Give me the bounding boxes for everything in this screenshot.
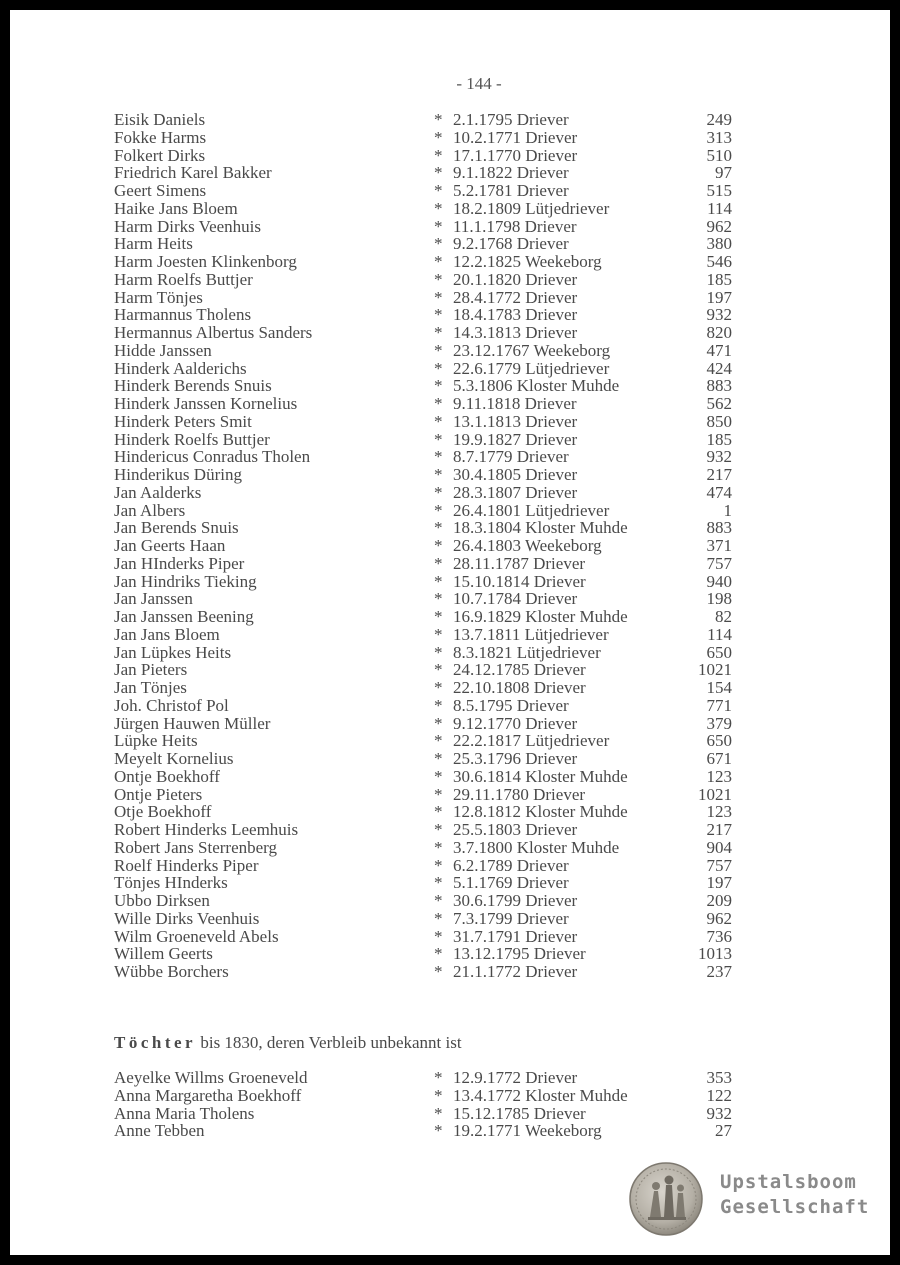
daughters-heading-title: Töchter: [114, 1033, 197, 1052]
entry-number: 736: [706, 926, 732, 946]
birth-marker: *: [434, 216, 443, 236]
entry-number: 114: [707, 198, 732, 218]
entry-number: 671: [706, 749, 732, 768]
entry-row: [10, 413, 890, 431]
entry-birth: 19.9.1827 Driever: [453, 429, 578, 449]
entry-row: [10, 289, 890, 307]
entry-number: 940: [706, 571, 732, 591]
entry-number: 1021: [698, 784, 732, 804]
entry-row: [10, 590, 890, 608]
entry-birth: 26.4.1803 Weekeborg: [453, 536, 602, 555]
entry-number: 820: [706, 323, 732, 342]
entry-name: Meyelt Kornelius: [114, 749, 234, 768]
entry-number: 471: [706, 340, 732, 360]
entry-row: [10, 945, 890, 963]
entry-number: 962: [706, 908, 732, 928]
entry-name: Hinderk Roelfs Buttjer: [114, 429, 270, 449]
entry-row: [10, 200, 890, 218]
entry-number: 27: [715, 1121, 732, 1141]
entry-name: Jan Pieters: [114, 660, 188, 680]
entry-birth: 8.7.1779 Driever: [453, 447, 569, 467]
entry-row: [10, 360, 890, 378]
entry-name: Jan Aalderks: [114, 482, 202, 502]
entry-birth: 28.11.1787 Driever: [453, 553, 586, 573]
entry-birth: 12.9.1772 Driever: [453, 1068, 578, 1087]
entry-row: [10, 111, 890, 129]
entry-number: 122: [706, 1085, 732, 1105]
entry-birth: 19.2.1771 Weekeborg: [453, 1121, 602, 1141]
entry-number: 217: [706, 465, 732, 484]
birth-marker: *: [434, 358, 443, 378]
entry-birth: 22.10.1808 Driever: [453, 678, 586, 697]
entry-birth: 18.4.1783 Driever: [453, 305, 578, 325]
entry-row: [10, 626, 890, 644]
entry-number: 932: [706, 447, 732, 467]
entry-birth: 5.2.1781 Driever: [453, 181, 569, 200]
entry-number: 123: [706, 802, 732, 822]
entry-row: [10, 679, 890, 697]
birth-marker: *: [434, 181, 443, 200]
entry-name: Haike Jans Bloem: [114, 198, 238, 218]
entry-number: 82: [715, 607, 732, 626]
entry-row: [10, 839, 890, 857]
entry-name: Wilm Groeneveld Abels: [114, 926, 279, 946]
birth-marker: *: [434, 340, 443, 360]
entry-number: 757: [706, 855, 732, 875]
entry-name: Jan Janssen Beening: [114, 607, 254, 626]
entry-number: 249: [706, 110, 732, 129]
sons-list: [10, 111, 890, 981]
entry-birth: 7.3.1799 Driever: [453, 908, 569, 928]
entry-birth: 20.1.1820 Driever: [453, 269, 578, 289]
entry-number: 313: [706, 127, 732, 147]
entry-name: Ubbo Dirksen: [114, 891, 210, 910]
entry-number: 123: [706, 766, 732, 786]
birth-marker: *: [434, 482, 443, 502]
entry-name: Roelf Hinderks Piper: [114, 855, 259, 875]
entry-birth: 24.12.1785 Driever: [453, 660, 586, 680]
entry-name: Hinderk Peters Smit: [114, 411, 252, 431]
birth-marker: *: [434, 1103, 443, 1123]
entry-row: [10, 164, 890, 182]
entry-birth: 22.6.1779 Lütjedriever: [453, 358, 610, 378]
entry-number: 883: [706, 518, 732, 538]
entry-row: [10, 644, 890, 662]
entry-name: Anne Tebben: [114, 1121, 205, 1141]
entry-row: [10, 608, 890, 626]
entry-number: 515: [706, 181, 732, 200]
entry-birth: 2.1.1795 Driever: [453, 110, 569, 129]
entry-row: [10, 1069, 890, 1087]
entry-number: 197: [706, 873, 732, 893]
birth-marker: *: [434, 1085, 443, 1105]
entry-birth: 8.3.1821 Lütjedriever: [453, 642, 601, 662]
entry-name: Lüpke Heits: [114, 731, 198, 751]
entry-name: Aeyelke Willms Groeneveld: [114, 1068, 308, 1087]
birth-marker: *: [434, 429, 443, 449]
birth-marker: *: [434, 518, 443, 538]
entry-row: [10, 715, 890, 733]
entry-row: [10, 502, 890, 520]
entry-number: 209: [706, 891, 732, 910]
entry-name: Jan Janssen: [114, 589, 193, 609]
entry-name: Harm Dirks Veenhuis: [114, 216, 261, 236]
logo-title: Upstalsboom: [720, 1171, 857, 1193]
birth-marker: *: [434, 944, 443, 964]
birth-marker: *: [434, 642, 443, 662]
entry-birth: 15.12.1785 Driever: [453, 1103, 586, 1123]
entry-birth: 31.7.1791 Driever: [453, 926, 578, 946]
entry-birth: 10.7.1784 Driever: [453, 589, 578, 609]
entry-row: [10, 768, 890, 786]
entry-birth: 10.2.1771 Driever: [453, 127, 578, 147]
entry-name: Jan Jans Bloem: [114, 624, 220, 644]
entry-row: [10, 519, 890, 537]
entry-birth: 30.6.1799 Driever: [453, 891, 578, 910]
entry-number: 904: [706, 837, 732, 857]
entry-birth: 21.1.1772 Driever: [453, 962, 578, 981]
entry-number: 1021: [698, 660, 732, 680]
entry-number: 198: [706, 589, 732, 609]
entry-name: Hidde Janssen: [114, 340, 212, 360]
birth-marker: *: [434, 607, 443, 626]
daughters-list: [10, 1069, 890, 1140]
entry-birth: 9.12.1770 Driever: [453, 713, 578, 733]
entry-number: 185: [706, 269, 732, 289]
entry-row: [10, 431, 890, 449]
entry-name: Geert Simens: [114, 181, 207, 200]
document-page: [10, 10, 890, 1255]
page-number: - 144 -: [456, 74, 502, 93]
entry-number: 197: [706, 287, 732, 307]
birth-marker: *: [434, 766, 443, 786]
birth-marker: *: [434, 926, 443, 946]
entry-number: 379: [706, 713, 732, 733]
birth-marker: *: [434, 163, 443, 183]
entry-number: 932: [706, 1103, 732, 1123]
entry-row: [10, 963, 890, 981]
entry-birth: 28.4.1772 Driever: [453, 287, 578, 307]
entry-row: [10, 484, 890, 502]
entry-birth: 30.6.1814 Kloster Muhde: [453, 766, 628, 786]
entry-row: [10, 129, 890, 147]
entry-row: [10, 235, 890, 253]
entry-name: Jan Lüpkes Heits: [114, 642, 232, 662]
birth-marker: *: [434, 784, 443, 804]
entry-name: Jan Geerts Haan: [114, 536, 226, 555]
entry-row: [10, 448, 890, 466]
entry-name: Hinderk Berends Snuis: [114, 376, 272, 396]
entry-birth: 18.3.1804 Kloster Muhde: [453, 518, 628, 538]
entry-row: [10, 910, 890, 928]
entry-row: [10, 147, 890, 165]
entry-birth: 18.2.1809 Lütjedriever: [453, 198, 610, 218]
birth-marker: *: [434, 500, 443, 520]
birth-marker: *: [434, 465, 443, 484]
entry-birth: 23.12.1767 Weekeborg: [453, 340, 611, 360]
entry-row: [10, 342, 890, 360]
birth-marker: *: [434, 553, 443, 573]
entry-name: Harm Roelfs Buttjer: [114, 269, 253, 289]
entry-row: [10, 395, 890, 413]
entry-number: 562: [706, 394, 732, 413]
entry-name: Anna Maria Tholens: [114, 1103, 255, 1123]
entry-row: [10, 182, 890, 200]
entry-name: Tönjes HInderks: [114, 873, 228, 893]
entry-row: [10, 661, 890, 679]
entry-birth: 12.8.1812 Kloster Muhde: [453, 802, 628, 822]
birth-marker: *: [434, 305, 443, 325]
entry-name: Willem Geerts: [114, 944, 213, 964]
entry-birth: 25.5.1803 Driever: [453, 820, 578, 839]
entry-name: Jan HInderks Piper: [114, 553, 245, 573]
birth-marker: *: [434, 536, 443, 555]
daughters-heading: [114, 1033, 462, 1053]
entry-birth: 17.1.1770 Driever: [453, 145, 578, 165]
entry-number: 474: [706, 482, 732, 502]
daughters-heading-subtitle: bis 1830, deren Verbleib unbekannt ist: [200, 1033, 462, 1052]
birth-marker: *: [434, 252, 443, 271]
entry-name: Fokke Harms: [114, 127, 207, 147]
entry-name: Hermannus Albertus Sanders: [114, 323, 313, 342]
birth-marker: *: [434, 571, 443, 591]
entry-row: [10, 377, 890, 395]
entry-name: Jan Hindriks Tieking: [114, 571, 257, 591]
birth-marker: *: [434, 110, 443, 129]
entry-name: Robert Jans Sterrenberg: [114, 837, 278, 857]
entry-birth: 16.9.1829 Kloster Muhde: [453, 607, 628, 626]
entry-number: 1: [723, 500, 732, 520]
entry-name: Hinderk Janssen Kornelius: [114, 394, 298, 413]
birth-marker: *: [434, 145, 443, 165]
birth-marker: *: [434, 908, 443, 928]
entry-number: 185: [706, 429, 732, 449]
birth-marker: *: [434, 678, 443, 697]
entry-row: [10, 892, 890, 910]
entry-birth: 25.3.1796 Driever: [453, 749, 578, 768]
entry-row: [10, 1122, 890, 1140]
entry-row: [10, 786, 890, 804]
entry-number: 757: [706, 553, 732, 573]
entry-row: [10, 697, 890, 715]
entry-birth: 9.2.1768 Driever: [453, 234, 569, 254]
entry-birth: 9.11.1818 Driever: [453, 394, 577, 413]
birth-marker: *: [434, 695, 443, 715]
birth-marker: *: [434, 855, 443, 875]
entry-birth: 5.1.1769 Driever: [453, 873, 569, 893]
birth-marker: *: [434, 731, 443, 751]
entry-name: Otje Boekhoff: [114, 802, 212, 822]
entry-number: 771: [706, 695, 732, 715]
entry-row: [10, 1087, 890, 1105]
entry-birth: 8.5.1795 Driever: [453, 695, 569, 715]
birth-marker: *: [434, 447, 443, 467]
entry-name: Robert Hinderks Leemhuis: [114, 820, 299, 839]
birth-marker: *: [434, 820, 443, 839]
entry-number: 97: [715, 163, 732, 183]
entry-name: Jan Berends Snuis: [114, 518, 239, 538]
entry-number: 546: [706, 252, 732, 271]
upstalsboom-logo: [628, 1161, 878, 1236]
entry-number: 510: [706, 145, 732, 165]
entry-birth: 22.2.1817 Lütjedriever: [453, 731, 610, 751]
entry-row: [10, 732, 890, 750]
entry-birth: 11.1.1798 Driever: [453, 216, 577, 236]
entry-row: [10, 253, 890, 271]
entry-birth: 12.2.1825 Weekeborg: [453, 252, 602, 271]
entry-name: Jan Tönjes: [114, 678, 187, 697]
entry-number: 1013: [698, 944, 732, 964]
entry-number: 380: [706, 234, 732, 254]
entry-number: 154: [706, 678, 732, 697]
entry-number: 650: [706, 731, 732, 751]
entry-name: Harmannus Tholens: [114, 305, 252, 325]
entry-number: 883: [706, 376, 732, 396]
entry-row: [10, 803, 890, 821]
entry-row: [10, 750, 890, 768]
entry-name: Friedrich Karel Bakker: [114, 163, 272, 183]
entry-name: Hinderikus Düring: [114, 465, 242, 484]
birth-marker: *: [434, 1121, 443, 1141]
entry-name: Folkert Dirks: [114, 145, 206, 165]
entry-birth: 13.1.1813 Driever: [453, 411, 578, 431]
birth-marker: *: [434, 376, 443, 396]
birth-marker: *: [434, 660, 443, 680]
entry-name: Jürgen Hauwen Müller: [114, 713, 271, 733]
entry-name: Joh. Christof Pol: [114, 695, 229, 715]
entry-row: [10, 874, 890, 892]
entry-row: [10, 857, 890, 875]
birth-marker: *: [434, 624, 443, 644]
entry-row: [10, 555, 890, 573]
entry-number: 114: [707, 624, 732, 644]
birth-marker: *: [434, 837, 443, 857]
entry-number: 650: [706, 642, 732, 662]
entry-birth: 29.11.1780 Driever: [453, 784, 586, 804]
entry-row: [10, 573, 890, 591]
entry-birth: 13.7.1811 Lütjedriever: [453, 624, 609, 644]
logo-subtitle: Gesellschaft: [720, 1196, 870, 1218]
birth-marker: *: [434, 127, 443, 147]
entry-number: 424: [706, 358, 732, 378]
birth-marker: *: [434, 802, 443, 822]
entry-birth: 14.3.1813 Driever: [453, 323, 578, 342]
birth-marker: *: [434, 323, 443, 342]
birth-marker: *: [434, 749, 443, 768]
entry-birth: 3.7.1800 Kloster Muhde: [453, 837, 620, 857]
entry-name: Wübbe Borchers: [114, 962, 229, 981]
entry-number: 850: [706, 411, 732, 431]
entry-name: Jan Albers: [114, 500, 186, 520]
entry-number: 217: [706, 820, 732, 839]
entry-row: [10, 218, 890, 236]
entry-birth: 13.12.1795 Driever: [453, 944, 586, 964]
entry-row: [10, 821, 890, 839]
entry-name: Wille Dirks Veenhuis: [114, 908, 260, 928]
entry-row: [10, 324, 890, 342]
entry-birth: 5.3.1806 Kloster Muhde: [453, 376, 620, 396]
entry-name: Harm Joesten Klinkenborg: [114, 252, 297, 271]
entry-birth: 9.1.1822 Driever: [453, 163, 569, 183]
entry-row: [10, 537, 890, 555]
birth-marker: *: [434, 891, 443, 910]
entry-birth: 15.10.1814 Driever: [453, 571, 586, 591]
entry-birth: 30.4.1805 Driever: [453, 465, 578, 484]
entry-name: Anna Margaretha Boekhoff: [114, 1085, 302, 1105]
entry-row: [10, 271, 890, 289]
entry-name: Hinderk Aalderichs: [114, 358, 247, 378]
entry-number: 932: [706, 305, 732, 325]
entry-name: Harm Tönjes: [114, 287, 203, 307]
birth-marker: *: [434, 234, 443, 254]
entry-birth: 28.3.1807 Driever: [453, 482, 578, 502]
birth-marker: *: [434, 287, 443, 307]
entry-name: Ontje Boekhoff: [114, 766, 220, 786]
entry-row: [10, 306, 890, 324]
entry-row: [10, 466, 890, 484]
entry-birth: 26.4.1801 Lütjedriever: [453, 500, 610, 520]
entry-number: 962: [706, 216, 732, 236]
entry-number: 353: [706, 1068, 732, 1087]
entry-number: 371: [706, 536, 732, 555]
birth-marker: *: [434, 962, 443, 981]
birth-marker: *: [434, 411, 443, 431]
entry-row: [10, 928, 890, 946]
entry-name: Hindericus Conradus Tholen: [114, 447, 311, 467]
entry-birth: 13.4.1772 Kloster Muhde: [453, 1085, 628, 1105]
birth-marker: *: [434, 394, 443, 413]
entry-name: Eisik Daniels: [114, 110, 206, 129]
entry-number: 237: [706, 962, 732, 981]
birth-marker: *: [434, 1068, 443, 1087]
birth-marker: *: [434, 873, 443, 893]
entry-birth: 6.2.1789 Driever: [453, 855, 569, 875]
birth-marker: *: [434, 198, 443, 218]
entry-name: Harm Heits: [114, 234, 193, 254]
entry-name: Ontje Pieters: [114, 784, 203, 804]
entry-row: [10, 1105, 890, 1123]
birth-marker: *: [434, 713, 443, 733]
birth-marker: *: [434, 269, 443, 289]
birth-marker: *: [434, 589, 443, 609]
seal-icon: [628, 1161, 704, 1237]
